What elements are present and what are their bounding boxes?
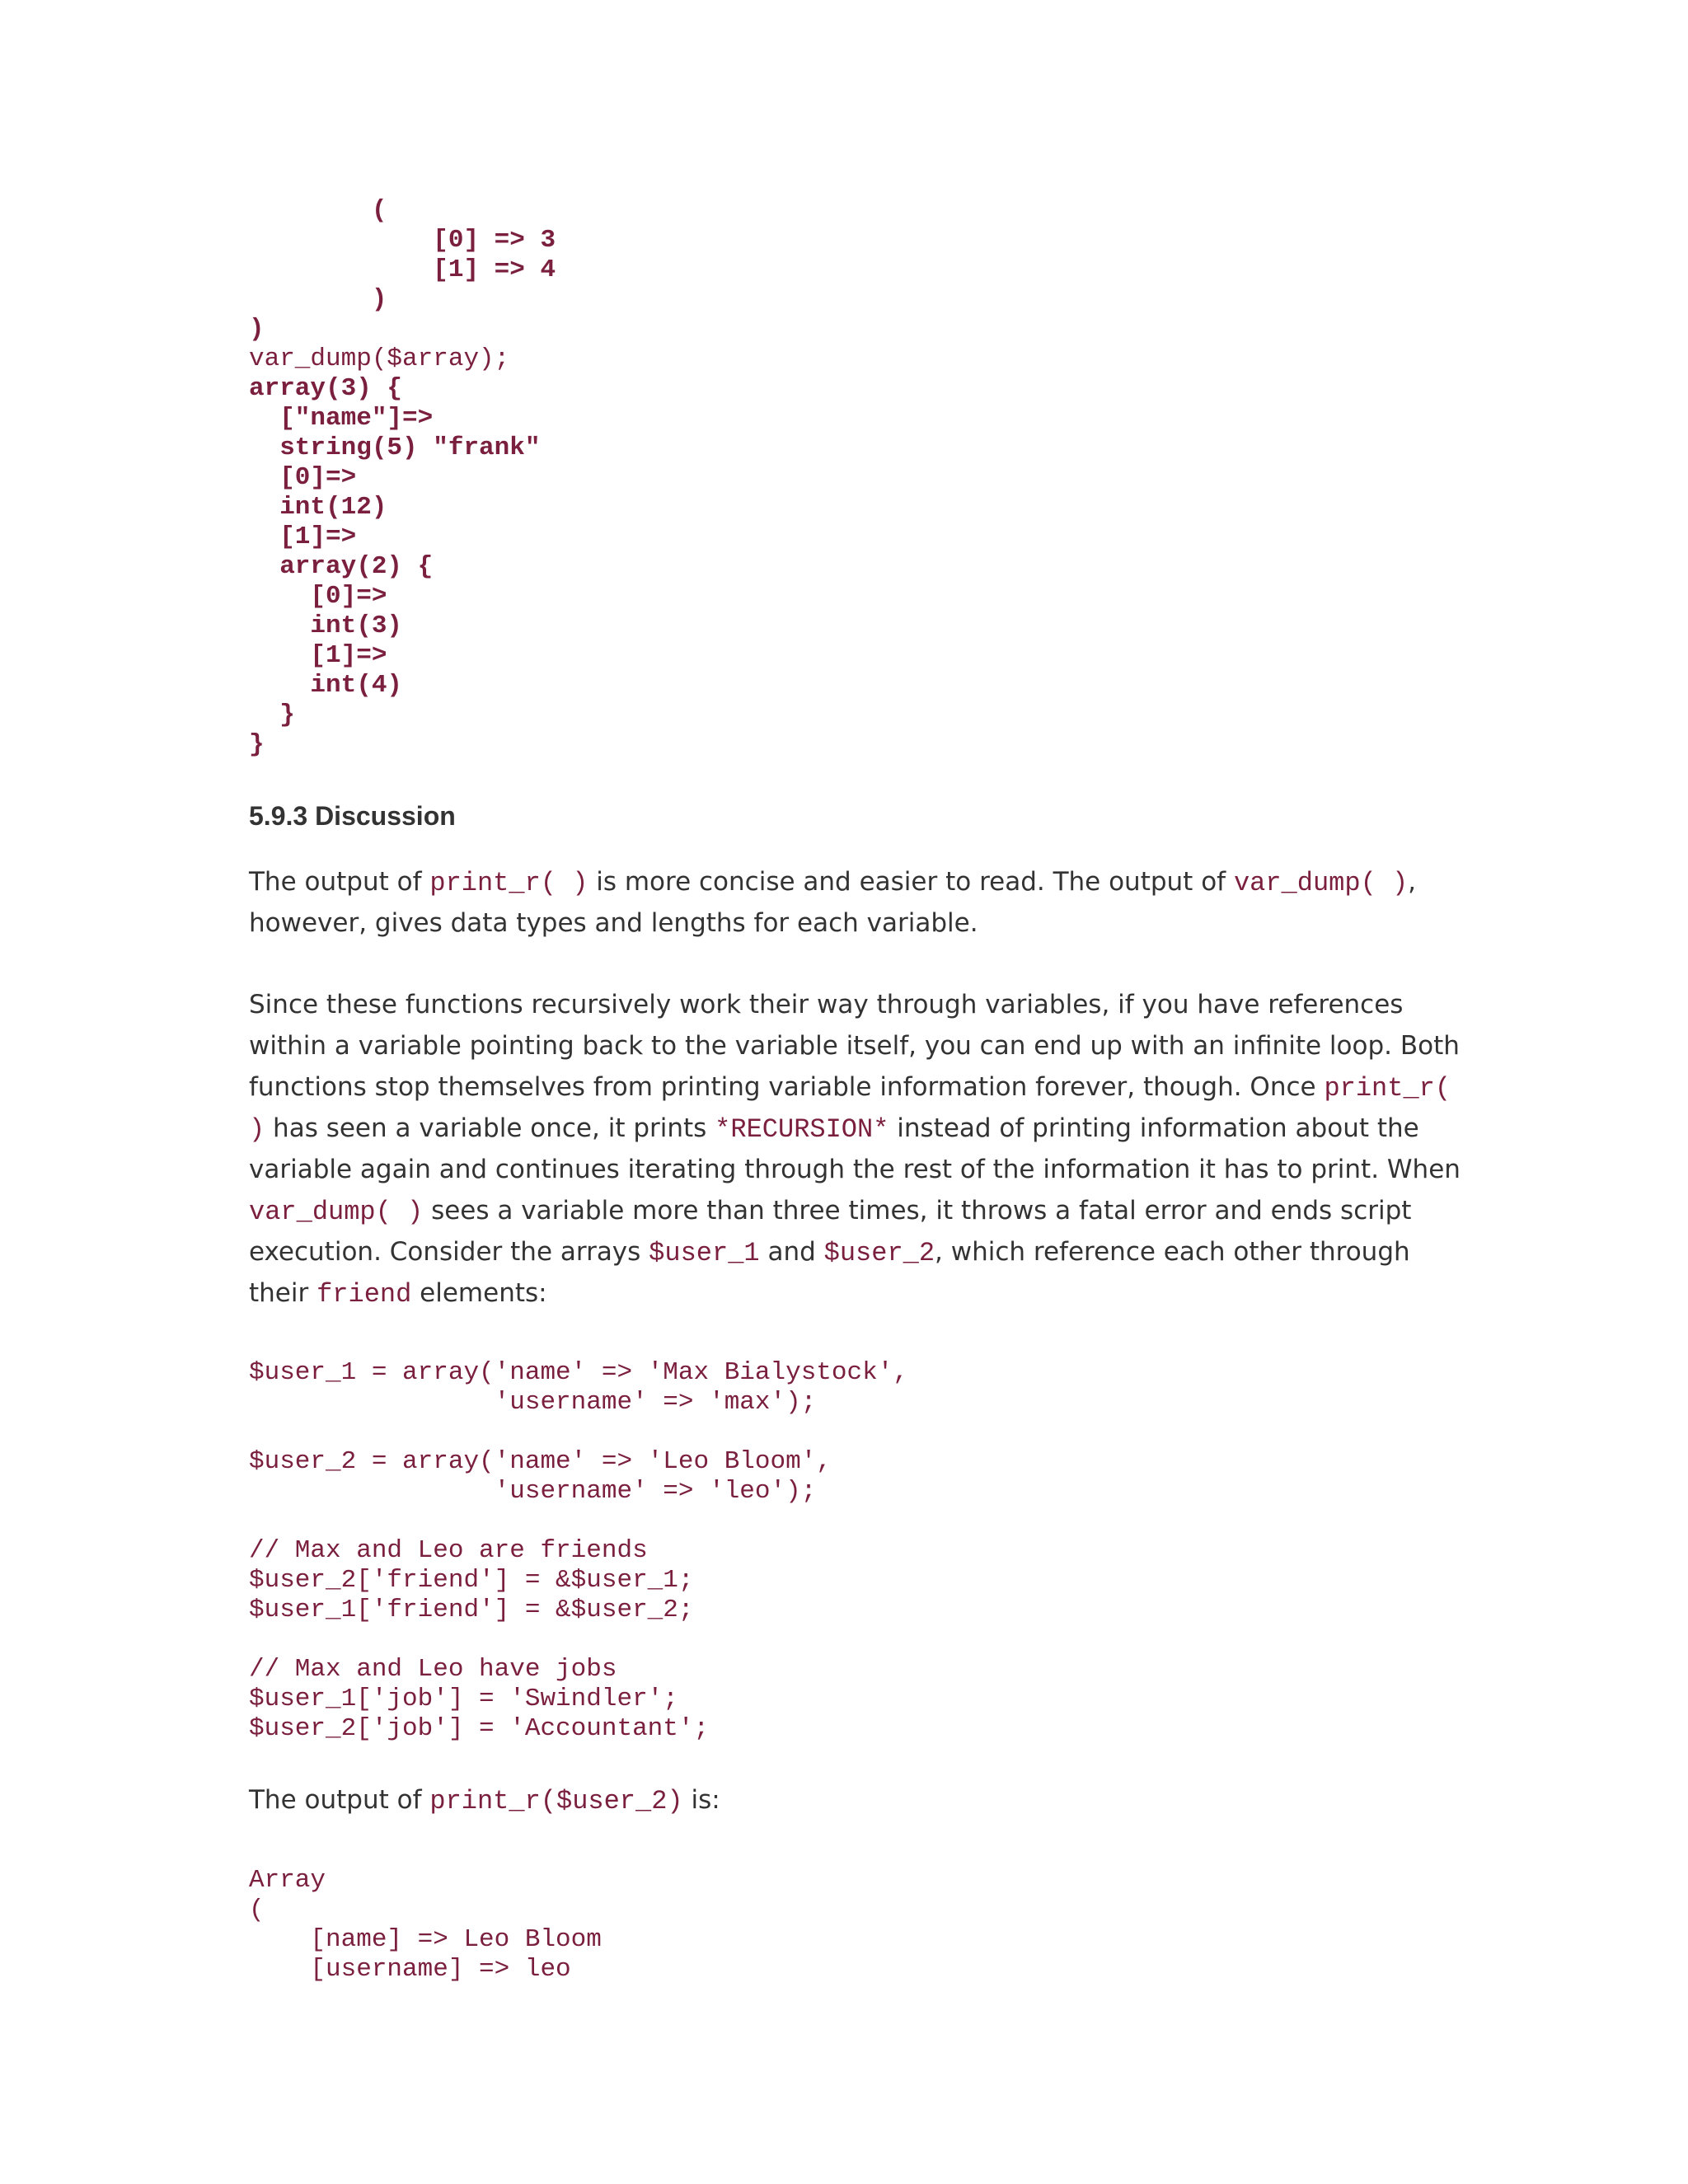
code-line: ["name"]=> bbox=[249, 404, 434, 433]
text: sees a variable more than three times, it throws a fatal error and ends script bbox=[423, 1196, 1412, 1226]
code-line: array(2) { bbox=[249, 552, 434, 581]
code-line: ) bbox=[249, 315, 265, 344]
code-line: array(3) { bbox=[249, 374, 403, 403]
paragraph-line bbox=[249, 1196, 1411, 1227]
code-line: $user_1['friend'] = &$user_2; bbox=[249, 1596, 694, 1624]
code-line: [1]=> bbox=[249, 641, 387, 670]
code-line: 'username' => 'max'); bbox=[249, 1388, 817, 1417]
text: is: bbox=[682, 1785, 720, 1815]
text: functions stop themselves from printing variable information forever, though. Once bbox=[249, 1072, 1325, 1102]
paragraph-line: however, gives data types and lengths for each variable. bbox=[249, 908, 978, 938]
code-line: [0]=> bbox=[249, 582, 387, 611]
paragraph-line bbox=[249, 1785, 720, 1816]
code-line: ( bbox=[249, 1896, 265, 1924]
example-code-block bbox=[249, 1358, 908, 1791]
code-line: [username] => leo bbox=[249, 1955, 571, 1984]
code-line: [0] => 3 bbox=[249, 226, 556, 255]
inline-code: print_r( bbox=[1324, 1073, 1451, 1104]
inline-code: $user_2 bbox=[823, 1238, 935, 1268]
paragraph-line: variable again and continues iterating through the rest of the information it has to print. When bbox=[249, 1155, 1461, 1184]
text: The output of bbox=[249, 1785, 430, 1815]
code-line: [0]=> bbox=[249, 463, 357, 492]
inline-code: ) bbox=[249, 1114, 265, 1145]
code-line: ) bbox=[249, 285, 387, 314]
inline-code: $user_1 bbox=[649, 1238, 760, 1268]
inline-code: friend bbox=[316, 1279, 412, 1310]
text: is more concise and easier to read. The output of bbox=[588, 867, 1234, 897]
code-line: $user_1['job'] = 'Swindler'; bbox=[249, 1685, 678, 1713]
code-line: $user_2 = array('name' => 'Leo Bloom', bbox=[249, 1447, 832, 1476]
paragraph-line bbox=[249, 1237, 1410, 1268]
paragraph-line: Since these functions recursively work their way through variables, if you have references bbox=[249, 990, 1404, 1019]
code-line: $user_2['friend'] = &$user_1; bbox=[249, 1566, 694, 1595]
text: has seen a variable once, it prints bbox=[265, 1113, 715, 1143]
var-dump-output bbox=[249, 374, 541, 807]
code-line: $user_1 = array('name' => 'Max Bialystock', bbox=[249, 1358, 908, 1387]
paragraph-line bbox=[249, 867, 1416, 898]
text: , which reference each other through bbox=[935, 1237, 1410, 1267]
code-line: Array bbox=[249, 1866, 326, 1895]
text: execution. Consider the arrays bbox=[249, 1237, 649, 1267]
text: The output of bbox=[249, 867, 430, 897]
text: instead of printing information about the bbox=[889, 1113, 1419, 1143]
text: their bbox=[249, 1278, 317, 1308]
code-line: int(3) bbox=[249, 612, 403, 640]
code-line: [1]=> bbox=[249, 523, 357, 551]
code-line: // Max and Leo have jobs bbox=[249, 1655, 617, 1684]
code-line: int(12) bbox=[249, 493, 387, 522]
text: elements: bbox=[411, 1278, 547, 1308]
code-line: var_dump($array); bbox=[249, 344, 510, 373]
inline-code: print_r($user_2) bbox=[429, 1786, 683, 1816]
text: and bbox=[759, 1237, 824, 1267]
code-line: string(5) "frank" bbox=[249, 434, 541, 462]
code-line: // Max and Leo are friends bbox=[249, 1536, 648, 1565]
text: , bbox=[1408, 867, 1417, 897]
paragraph-line bbox=[249, 1072, 1451, 1104]
code-line: } bbox=[249, 701, 295, 729]
code-line: } bbox=[249, 730, 265, 759]
code-line: [1] => 4 bbox=[249, 255, 556, 284]
code-line: ( bbox=[249, 196, 387, 225]
inline-code: *RECURSION* bbox=[715, 1114, 889, 1145]
paragraph-line: within a variable pointing back to the variable itself, you can end up with an infinite loop. Both bbox=[249, 1031, 1460, 1061]
inline-code: var_dump( ) bbox=[249, 1197, 424, 1227]
code-line: [name] => Leo Bloom bbox=[249, 1925, 602, 1954]
section-heading: 5.9.3 Discussion bbox=[249, 801, 456, 831]
inline-code: var_dump( ) bbox=[1233, 868, 1409, 898]
inline-code: print_r( ) bbox=[429, 868, 588, 898]
code-line: 'username' => 'leo'); bbox=[249, 1477, 817, 1506]
code-line: $user_2['job'] = 'Accountant'; bbox=[249, 1714, 710, 1743]
paragraph-line bbox=[249, 1278, 547, 1310]
print-r-output bbox=[249, 1866, 602, 2039]
paragraph-line bbox=[249, 1113, 1419, 1145]
code-line: int(4) bbox=[249, 671, 403, 700]
